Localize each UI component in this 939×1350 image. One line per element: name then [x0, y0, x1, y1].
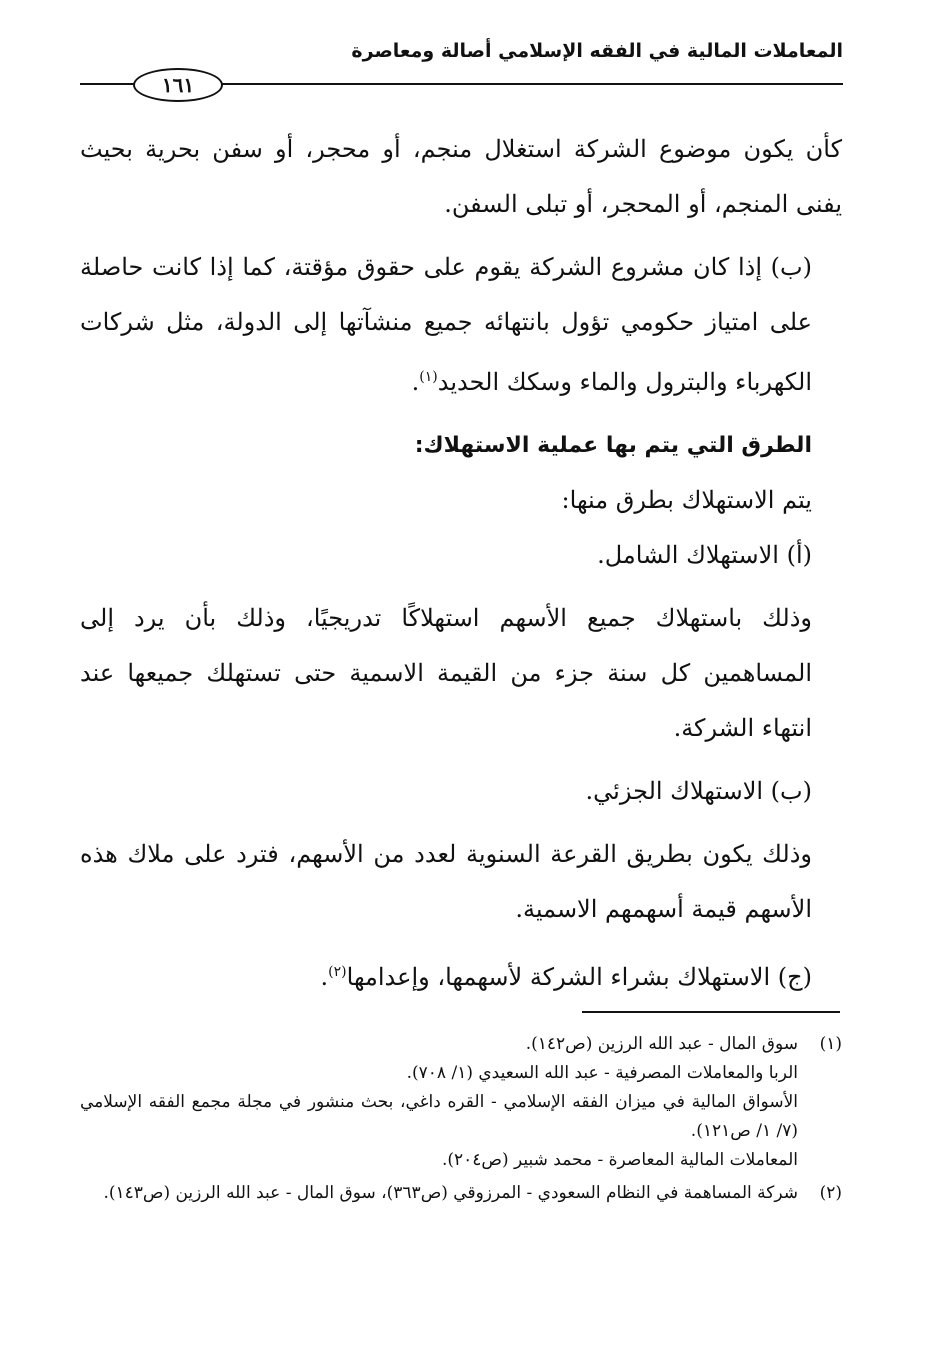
paragraph-2-end: .: [411, 368, 420, 396]
page-number-badge: ١٦١: [133, 68, 223, 102]
footnote-rule: [582, 1011, 840, 1013]
footnote-2: [80, 1179, 842, 1208]
paragraph-2-text: (ب) إذا كان مشروع الشركة يقوم على حقوق مؤقتة، كما إذا كانت حاصلة على امتياز حكومي تؤول بانتهائه جميع منشآتها إلى الدولة، مثل شركات الكهرباء والبترول والماء وسكك الحديد: [80, 253, 812, 396]
body-text: [80, 122, 842, 1005]
paragraph-8: [80, 945, 842, 1005]
footnotes: [80, 1030, 842, 1212]
footnote-1: [80, 1030, 842, 1175]
paragraph-2: [80, 240, 842, 410]
footnote-1-line-4: المعاملات المالية المعاصرة - محمد شبير (ص٢٠٤).: [441, 1150, 798, 1170]
paragraph-3: يتم الاستهلاك بطرق منها:: [561, 486, 812, 514]
section-heading: الطرق التي يتم بها عملية الاستهلاك:: [414, 433, 812, 458]
paragraph-8-text: (ج) الاستهلاك بشراء الشركة لأسهمها، وإعدامها: [346, 963, 812, 991]
paragraph-6: (ب) الاستهلاك الجزئي.: [585, 777, 812, 805]
paragraph-1: كأن يكون موضوع الشركة استغلال منجم، أو محجر، أو سفن بحرية بحيث يفنى المنجم، أو المحجر، أو تبلى السفن.: [80, 135, 842, 218]
running-header-title: المعاملات المالية في الفقه الإسلامي أصالة ومعاصرة: [351, 40, 843, 62]
footnote-1-line-2: الربا والمعاملات المصرفية - عبد الله السعيدي (١/ ٧٠٨).: [406, 1063, 798, 1083]
footnote-1-number: (١): [819, 1034, 842, 1054]
paragraph-5: وذلك باستهلاك جميع الأسهم استهلاكًا تدريجيًا، وذلك بأن يرد إلى المساهمين كل سنة جزء من القيمة الاسمية حتى تستهلك جميعها عند انتهاء الشركة.: [80, 604, 812, 742]
footnote-ref-1[interactable]: (١): [419, 369, 438, 385]
paragraph-4: (أ) الاستهلاك الشامل.: [597, 541, 812, 569]
paragraph-7: وذلك يكون بطريق القرعة السنوية لعدد من الأسهم، فترد على ملاك هذه الأسهم قيمة أسهمهم الاسمية.: [80, 840, 812, 923]
footnote-1-line-3: الأسواق المالية في ميزان الفقه الإسلامي - القره داغي، بحث منشور في مجلة مجمع الفقه الإسلامي (٧/ ١/ ص١٢١).: [80, 1092, 798, 1141]
footnote-2-line-1: شركة المساهمة في النظام السعودي - المرزوقي (ص٣٦٣)، سوق المال - عبد الله الرزين (ص١٤٣).: [103, 1183, 798, 1203]
footnote-2-number: (٢): [819, 1183, 842, 1203]
footnote-1-line-1: سوق المال - عبد الله الرزين (ص١٤٢).: [525, 1034, 798, 1054]
footnote-ref-2[interactable]: (٢): [328, 964, 347, 980]
paragraph-8-end: .: [320, 963, 329, 991]
